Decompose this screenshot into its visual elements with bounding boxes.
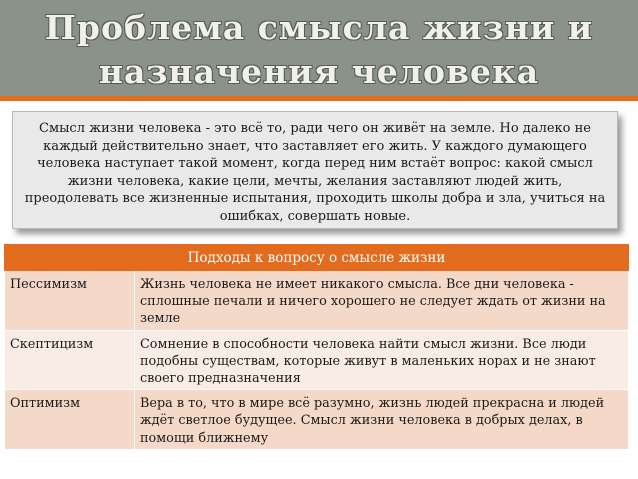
approach-term: Оптимизм bbox=[5, 390, 135, 450]
approach-term: Пессимизм bbox=[5, 271, 135, 331]
slide-title-line-1: Проблема смысла жизни и bbox=[44, 8, 594, 47]
approaches-table bbox=[4, 244, 629, 450]
approach-description: Вера в то, что в мире всё разумно, жизнь людей прекрасна и людей ждёт светлое будущее. Смысл жизни человека в добрых делах, в помощи ближнему bbox=[135, 390, 629, 450]
slide-title bbox=[0, 6, 638, 94]
approach-description: Жизнь человека не имеет никакого смысла. Все дни человека - сплошные печали и ничего хорошего не следует ждать от жизни на земле bbox=[135, 271, 629, 331]
title-bar bbox=[0, 0, 638, 96]
table-row bbox=[5, 390, 629, 450]
approach-description: Сомнение в способности человека найти смысл жизни. Все люди подобны существам, которые живут в маленьких норах и не знают своего предназначения bbox=[135, 330, 629, 390]
slide-title-line-2: назначения человека bbox=[98, 52, 540, 91]
table-row bbox=[5, 330, 629, 390]
table-header: Подходы к вопросу о смысле жизни bbox=[5, 245, 629, 271]
table-header-row bbox=[5, 245, 629, 271]
approach-term: Скептицизм bbox=[5, 330, 135, 390]
table-row bbox=[5, 271, 629, 331]
title-divider bbox=[0, 96, 638, 101]
definition-box bbox=[12, 111, 618, 229]
definition-text: Смысл жизни человека - это всё то, ради чего он живёт на земле. Но далеко не каждый действительно знает, что заставляет его жить. У каждого думающего человека наступает такой момент, когда перед ним встаёт вопрос: какой смысл жизни человека, какие цели, мечты, желания заставляют людей жить, преодолевать все жизненные испытания, проходить школы добра и зла, учиться на ошибках, совершать новые. bbox=[24, 121, 606, 224]
